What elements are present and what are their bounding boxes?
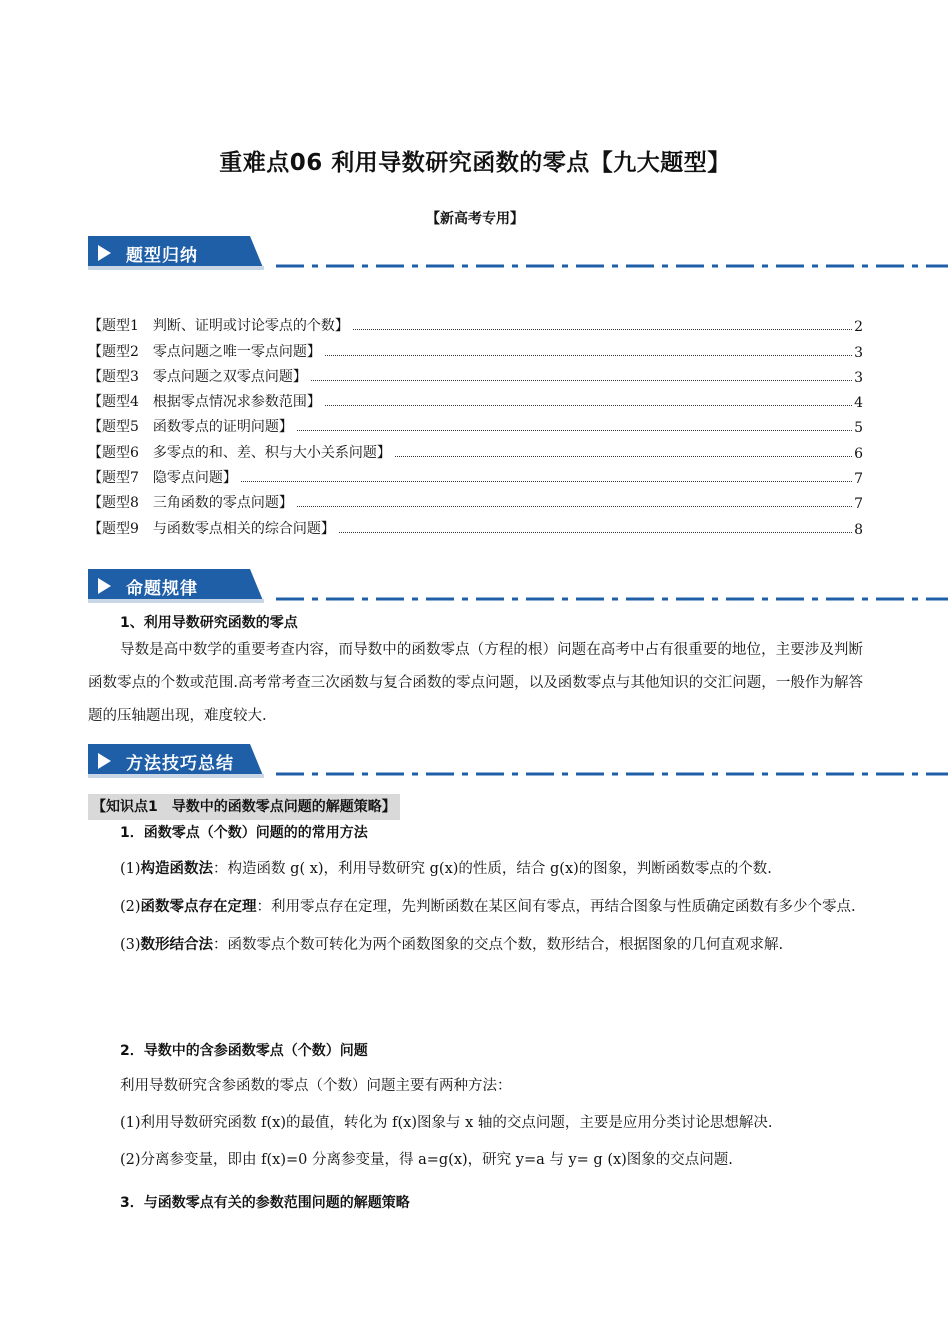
banner-tab [88, 744, 264, 778]
rules-body: 导数是高中数学的重要考查内容，而导数中的函数零点（方程的根）问题在高考中占有很重要的地位，主要涉及判断函数零点的个数或范围.高考常考查三次函数与复合函数的零点问题，以及函数零点与其他知识的交汇问题，一般作为解答题的压轴题出现，难度较大. [88, 642, 863, 724]
method-3: (3)数形结合法：函数零点个数可转化为两个函数图象的交点个数，数形结合，根据图象的几何直观求解. [120, 936, 784, 953]
play-icon [98, 578, 111, 594]
table-of-contents [88, 310, 863, 538]
toc-item[interactable]: 【题型7 隐零点问题】 7 [88, 470, 863, 488]
dash-line [276, 772, 948, 776]
toc-item[interactable]: 【题型9 与函数零点相关的综合问题】 8 [88, 520, 863, 538]
banner-label: 命题规律 [126, 579, 198, 599]
page-subtitle: 【新高考专用】 [426, 211, 524, 227]
section-3-heading: 3．与函数零点有关的参数范围问题的解题策略 [120, 1195, 410, 1211]
method-1: (1)构造函数法：构造函数 g( x)，利用导数研究 g(x)的性质，结合 g(x)的图象，判断函数零点的个数. [120, 860, 772, 877]
toc-item[interactable]: 【题型1 判断、证明或讨论零点的个数】 2 [88, 318, 863, 336]
toc-item[interactable]: 【题型2 零点问题之唯一零点问题】 3 [88, 343, 863, 361]
toc-item[interactable]: 【题型8 三角函数的零点问题】 7 [88, 495, 863, 513]
toc-item[interactable]: 【题型6 多零点的和、差、积与大小关系问题】 6 [88, 444, 863, 462]
play-icon [98, 245, 111, 261]
play-icon [98, 753, 111, 769]
toc-item[interactable]: 【题型3 零点问题之双零点问题】 3 [88, 368, 863, 386]
toc-item[interactable]: 【题型5 函数零点的证明问题】 5 [88, 419, 863, 437]
section-2-method-1: (1)利用导数研究函数 f(x)的最值，转化为 f(x)图象与 x 轴的交点问题，主要是应用分类讨论思想解决. [120, 1115, 773, 1131]
section-2-body [88, 1068, 863, 1179]
section-1-body [88, 850, 863, 964]
knowledge-point-tag: 【知识点1 导数中的函数零点问题的解题策略】 [88, 794, 400, 820]
section-2-heading: 2．导数中的含参函数零点（个数）问题 [120, 1043, 368, 1059]
banner-label: 题型归纳 [126, 246, 198, 266]
banner-label: 方法技巧总结 [126, 754, 234, 774]
banner-tab [88, 569, 264, 603]
dash-line [276, 597, 948, 601]
toc-item[interactable]: 【题型4 根据零点情况求参数范围】 4 [88, 394, 863, 412]
section-2-intro: 利用导数研究含参函数的零点（个数）问题主要有两种方法： [120, 1078, 512, 1094]
rules-heading: 1、利用导数研究函数的零点 [120, 615, 298, 631]
section-2-method-2: (2)分离参变量，即由 f(x)=0 分离参变量，得 a=g(x)，研究 y=a 与 y= g (x)图象的交点问题. [120, 1152, 733, 1168]
banner-tab [88, 236, 264, 270]
page-title: 重难点06 利用导数研究函数的零点【九大题型】 [219, 150, 731, 176]
method-2: (2)函数零点存在定理：利用零点存在定理，先判断函数在某区间有零点，再结合图象与性质确定函数有多少个零点. [120, 898, 856, 915]
section-1-heading: 1．函数零点（个数）问题的的常用方法 [120, 825, 368, 841]
dash-line [276, 264, 948, 268]
